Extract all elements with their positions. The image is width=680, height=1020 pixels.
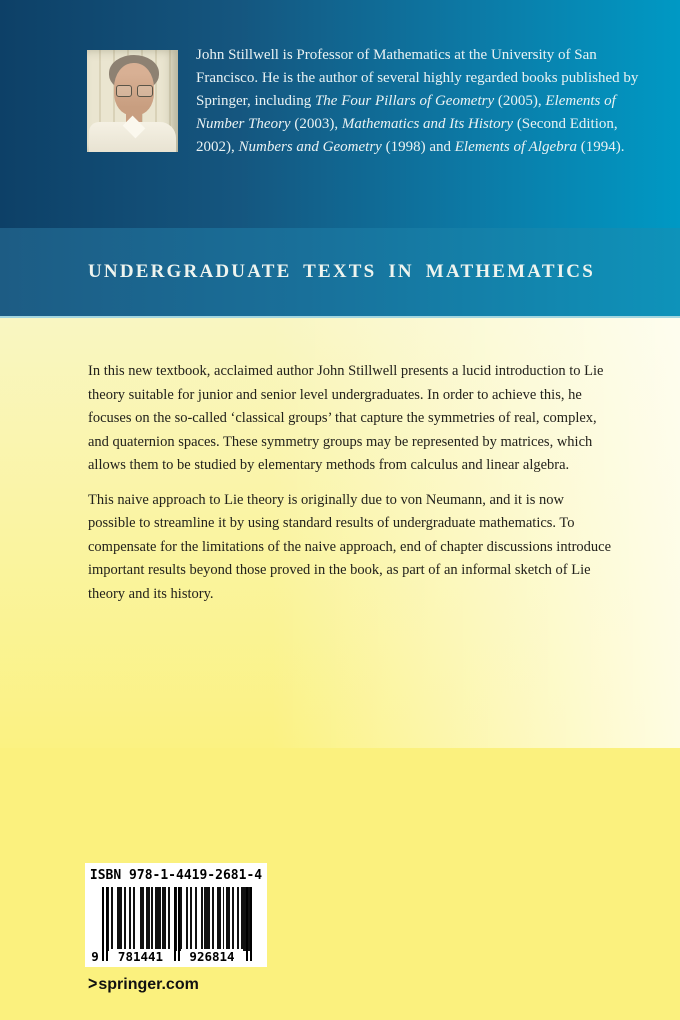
series-title: UNDERGRADUATE TEXTS IN MATHEMATICS <box>88 261 595 282</box>
description-block <box>88 360 614 617</box>
barcode-bars <box>102 887 252 951</box>
description-section <box>0 316 680 748</box>
description-paragraph-1: In this new textbook, acclaimed author John Stillwell presents a lucid introduction to Lie theory suitable for junior and senior level undergraduates. In order to achieve this, he focuses on the so-called ‘classical groups’ that capture the symmetries of real, complex, and quaternion spaces. These symmetry groups may be represented by matrices, which allows them to be studied by elementary methods from calculus and linear algebra. <box>88 363 604 473</box>
footer-section <box>0 748 680 1020</box>
publisher-url <box>88 976 199 994</box>
barcode-digit-first: 9 <box>91 949 99 964</box>
author-photo <box>87 50 178 152</box>
glasses-icon <box>137 85 153 97</box>
description-paragraph-2: This naive approach to Lie theory is originally due to von Neumann, and it is now possible to streamline it by using standard results of undergraduate mathematics. To compensate for the limitations of the naive approach, end of chapter discussions introduce important results beyond those proved in the book, as part of an informal sketch of Lie theory and its history. <box>88 491 612 602</box>
barcode-digits <box>85 949 267 965</box>
barcode <box>85 863 267 967</box>
barcode-digit-group1: 781441 <box>110 949 171 964</box>
chevron-right-icon: > <box>88 974 98 995</box>
series-band <box>0 228 680 316</box>
author-bio-text: John Stillwell is Professor of Mathematics at the University of San Francisco. He is the author of several highly regarded books published by Springer, including The Four Pillars of Geometry (2005), Elements of Number Theory (2003), Mathematics and Its History (Second Edition, 2002), Numbers and Geometry (1998) and Elements of Algebra (1994). <box>196 47 639 155</box>
author-section <box>0 0 680 228</box>
barcode-digit-group2: 926814 <box>181 949 243 964</box>
publisher-url-text: springer.com <box>98 976 199 993</box>
glasses-icon <box>116 85 132 97</box>
isbn-label: ISBN 978-1-4419-2681-4 <box>89 868 263 883</box>
